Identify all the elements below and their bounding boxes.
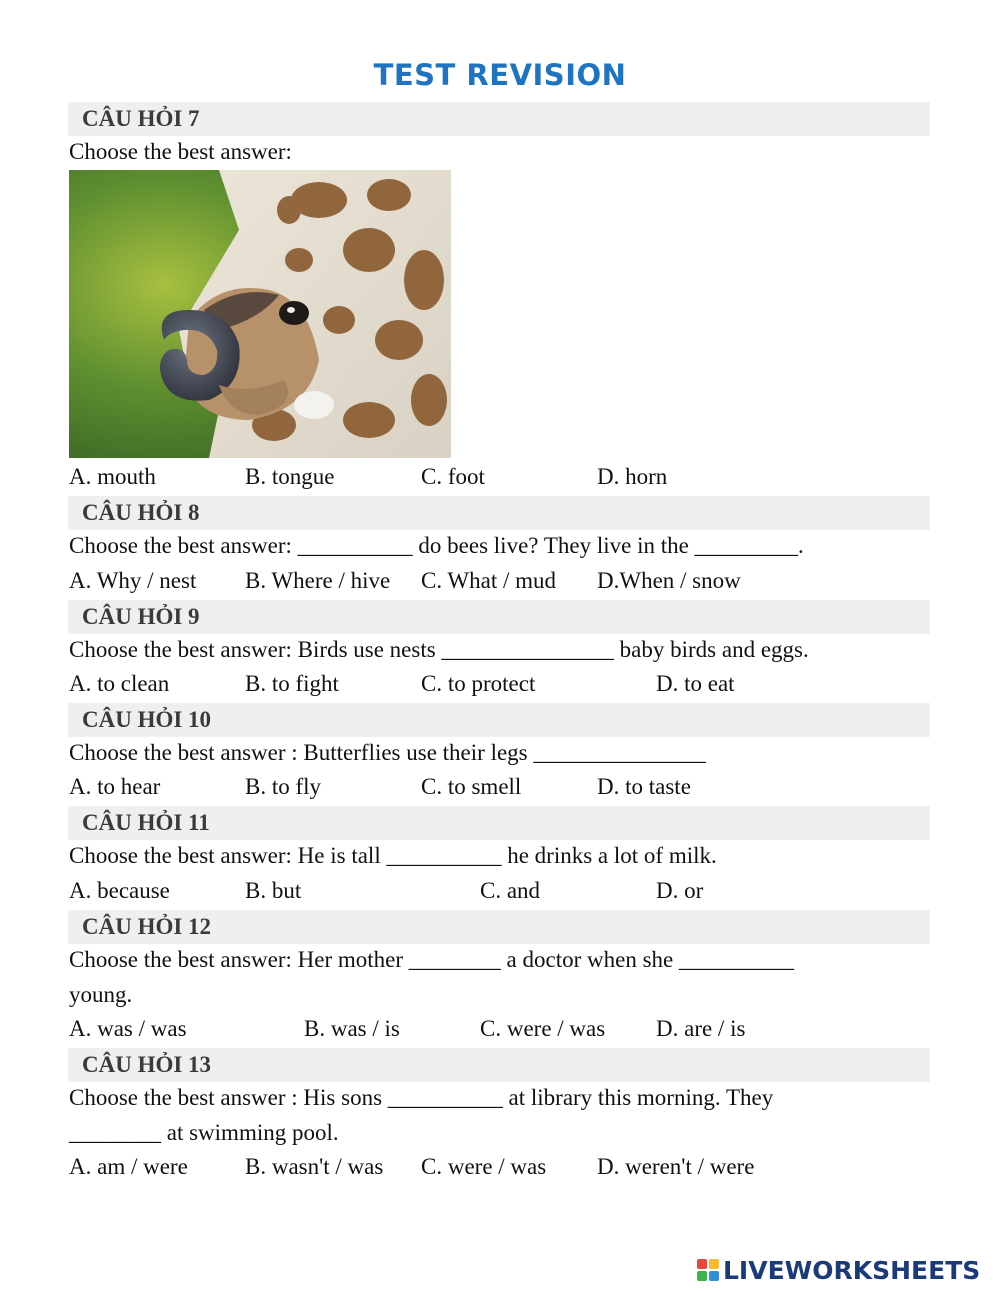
giraffe-photo xyxy=(69,170,451,458)
question-12-option-a: A. was / was xyxy=(69,1016,187,1041)
logo-square-red xyxy=(697,1259,707,1269)
question-9-header: CÂU HỎI 9 xyxy=(68,600,930,634)
question-8-option-a: A. Why / nest xyxy=(69,568,197,593)
logo-text: LIVEWORKSHEETS xyxy=(723,1255,981,1285)
question-13-prompt-line-1: Choose the best answer : His sons __________ at library this morning. They xyxy=(69,1085,774,1110)
liveworksheets-logo[interactable] xyxy=(697,1253,980,1287)
question-10-option-b: B. to fly xyxy=(245,774,322,799)
question-8-prompt: Choose the best answer: __________ do bees live? They live in the _________. xyxy=(69,533,804,558)
question-11-prompt: Choose the best answer: He is tall __________ he drinks a lot of milk. xyxy=(69,843,717,868)
question-11-option-c: C. and xyxy=(480,878,541,903)
question-13-option-d: D. weren't / were xyxy=(597,1154,755,1179)
question-7-option-d: D. horn xyxy=(597,464,668,489)
liveworksheets-logo-icon xyxy=(697,1259,719,1281)
question-9-prompt: Choose the best answer: Birds use nests _______________ baby birds and eggs. xyxy=(69,637,809,662)
question-7-option-a: A. mouth xyxy=(69,464,156,489)
question-11-option-d: D. or xyxy=(656,878,704,903)
question-11-option-a: A. because xyxy=(69,878,170,903)
logo-square-yellow xyxy=(709,1259,719,1269)
question-12-option-b: B. was / is xyxy=(304,1016,400,1041)
logo-square-blue xyxy=(709,1271,719,1281)
question-10-prompt: Choose the best answer : Butterflies use their legs _______________ xyxy=(69,740,706,765)
question-9-option-c: C. to protect xyxy=(421,671,536,696)
question-10-option-c: C. to smell xyxy=(421,774,522,799)
question-9-option-b: B. to fight xyxy=(245,671,339,696)
page-title: TEST REVISION xyxy=(373,58,627,92)
question-13-option-a: A. am / were xyxy=(69,1154,188,1179)
question-10-option-a: A. to hear xyxy=(69,774,161,799)
question-7-prompt: Choose the best answer: xyxy=(69,139,292,164)
question-8-option-c: C. What / mud xyxy=(421,568,557,593)
question-7-option-b: B. tongue xyxy=(245,464,335,489)
question-11-header: CÂU HỎI 11 xyxy=(68,806,930,840)
question-13-header: CÂU HỎI 13 xyxy=(68,1048,930,1082)
question-10-header: CÂU HỎI 10 xyxy=(68,703,930,737)
question-8-option-d: D.When / snow xyxy=(597,568,741,593)
question-12-header: CÂU HỎI 12 xyxy=(68,910,930,944)
logo-square-green xyxy=(697,1271,707,1281)
question-12-prompt-line-2: young. xyxy=(69,982,133,1007)
question-10-option-d: D. to taste xyxy=(597,774,691,799)
question-7-option-c: C. foot xyxy=(421,464,485,489)
question-13-option-c: C. were / was xyxy=(421,1154,547,1179)
question-12-option-c: C. were / was xyxy=(480,1016,606,1041)
question-12-option-d: D. are / is xyxy=(656,1016,746,1041)
question-9-option-a: A. to clean xyxy=(69,671,170,696)
question-9-option-d: D. to eat xyxy=(656,671,735,696)
question-12-prompt-line-1: Choose the best answer: Her mother ________ a doctor when she __________ xyxy=(69,947,794,972)
question-11-option-b: B. but xyxy=(245,878,302,903)
question-8-header: CÂU HỎI 8 xyxy=(68,496,930,530)
question-8-option-b: B. Where / hive xyxy=(245,568,391,593)
question-13-option-b: B. wasn't / was xyxy=(245,1154,384,1179)
question-13-prompt-line-2: ________ at swimming pool. xyxy=(69,1120,339,1145)
question-7-header: CÂU HỎI 7 xyxy=(68,102,930,136)
